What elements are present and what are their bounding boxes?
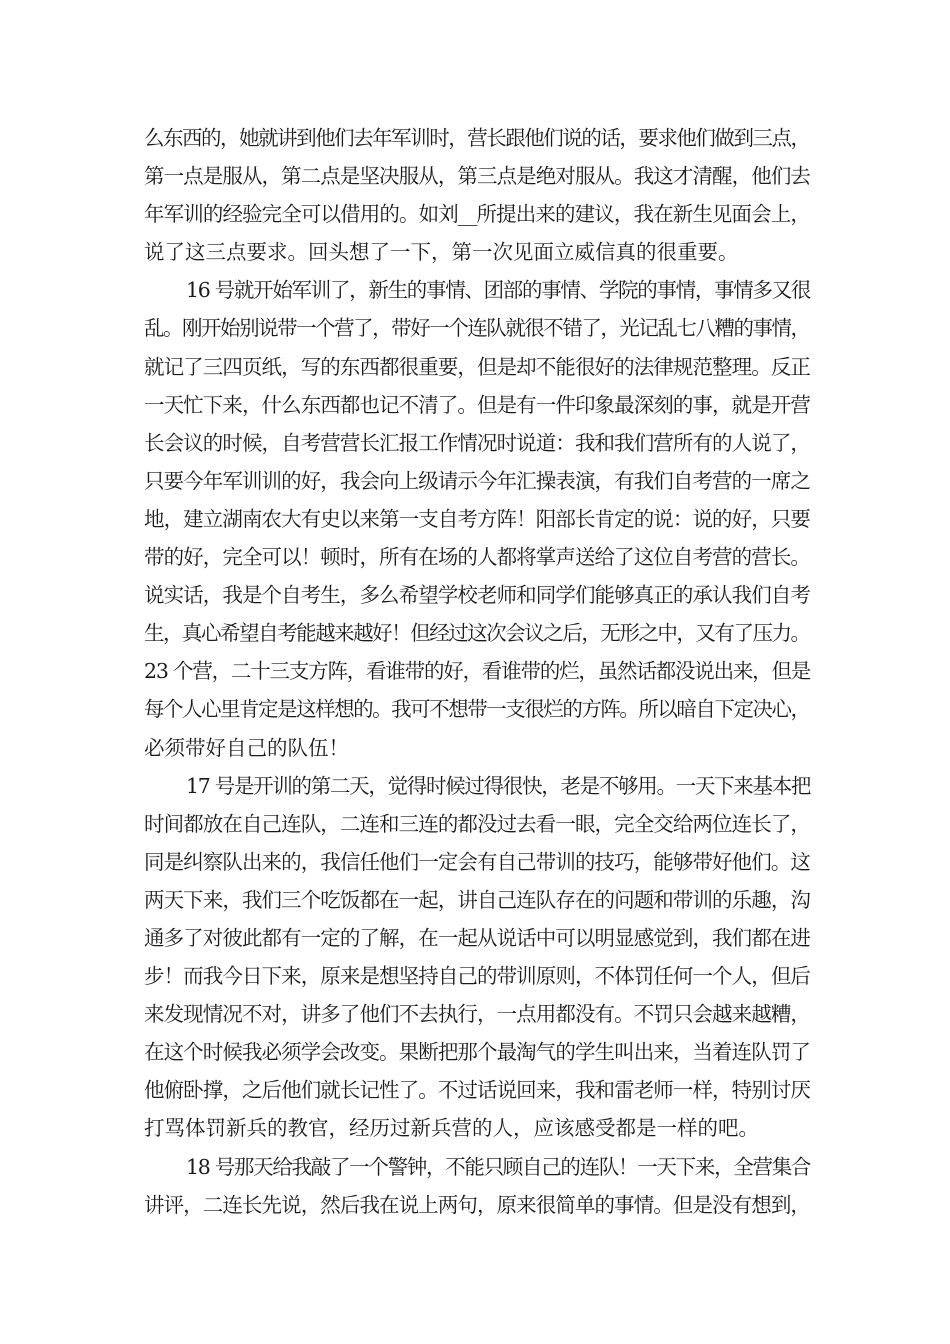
text-line: 16 号就开始军训了，新生的事情、团部的事情、学院的事情，事情多又很 (186, 278, 811, 303)
text-line: 23 个营，二十三支方阵，看谁带的好，看谁带的烂，虽然话都没说出来，但是 (144, 659, 811, 684)
text-line: 长会议的时候，自考营营长汇报工作情况时说道：我和我们营所有的人说了， (144, 430, 810, 455)
text-line: 每个人心里肯定是这样想的。我可不想带一支很烂的方阵。所以暗自下定决心， (144, 697, 810, 722)
text-line: 来发现情况不对，讲多了他们不去执行，一点用都没有。不罚只会越来越糟， (144, 1002, 810, 1027)
text-line: 带的好，完全可以！顿时，所有在场的人都将掌声送给了这位自考营的营长。 (144, 545, 810, 570)
text-line: 只要今年军训训的好，我会向上级请示今年汇操表演，有我们自考营的一席之 (144, 468, 810, 493)
text-line: 第一点是服从，第二点是坚决服从，第三点是绝对服从。我这才清醒，他们去 (144, 164, 810, 189)
document-body (144, 119, 810, 1224)
text-line: 两天下来，我们三个吃饭都在一起，讲自己连队存在的问题和带训的乐趣，沟 (144, 887, 810, 912)
text-line: 说实话，我是个自考生，多么希望学校老师和同学们能够真正的承认我们自考 (144, 583, 810, 608)
text-line: 乱。刚开始别说带一个营了，带好一个连队就很不错了，光记乱七八糟的事情， (144, 316, 810, 341)
text-line: 17 号是开训的第二天，觉得时候过得很快，老是不够用。一天下来基本把 (186, 773, 811, 798)
text-line: 么东西的，她就讲到他们去年军训时，营长跟他们说的话，要求他们做到三点， (144, 126, 810, 150)
text-line: 通多了对彼此都有一定的了解，在一起从说话中可以明显感觉到，我们都在进 (144, 925, 810, 950)
text-line: 地，建立湖南农大有史以来第一支自考方阵！阳部长肯定的说：说的好，只要 (144, 506, 810, 531)
text-line: 说了这三点要求。回头想了一下，第一次见面立威信真的很重要。 (144, 240, 739, 265)
text-line: 讲评，二连长先说，然后我在说上两句，原来很简单的事情。但是没有想到， (144, 1192, 810, 1217)
text-line: 同是纠察队出来的，我信任他们一定会有自己带训的技巧，能够带好他们。这 (144, 849, 810, 874)
text-line: 18 号那天给我敲了一个警钟，不能只顾自己的连队！一天下来，全营集合 (186, 1154, 811, 1179)
text-line: 必须带好自己的队伍！ (144, 735, 349, 760)
text-line: 生，真心希望自考能越来越好！但经过这次会议之后，无形之中，又有了压力。 (144, 621, 810, 646)
text-line: 一天忙下来，什么东西都也记不清了。但是有一件印象最深刻的事，就是开营 (144, 392, 810, 417)
text-line: 年军训的经验完全可以借用的。如刘__所提出来的建议，我在新生见面会上， (144, 202, 810, 227)
text-line: 他俯卧撑，之后他们就长记性了。不过话说回来，我和雷老师一样，特别讨厌 (144, 1078, 810, 1103)
text-line: 在这个时候我必须学会改变。果断把那个最淘气的学生叫出来，当着连队罚了 (144, 1040, 810, 1065)
text-line: 打骂体罚新兵的教官，经历过新兵营的人，应该感受都是一样的吧。 (144, 1116, 759, 1141)
text-line: 时间都放在自己连队，二连和三连的都没过去看一眼，完全交给两位连长了， (144, 811, 810, 836)
text-line: 就记了三四页纸，写的东西都很重要，但是却不能很好的法律规范整理。反正 (144, 354, 810, 379)
text-line: 步！而我今日下来，原来是想坚持自己的带训原则，不体罚任何一个人，但后 (144, 964, 810, 989)
